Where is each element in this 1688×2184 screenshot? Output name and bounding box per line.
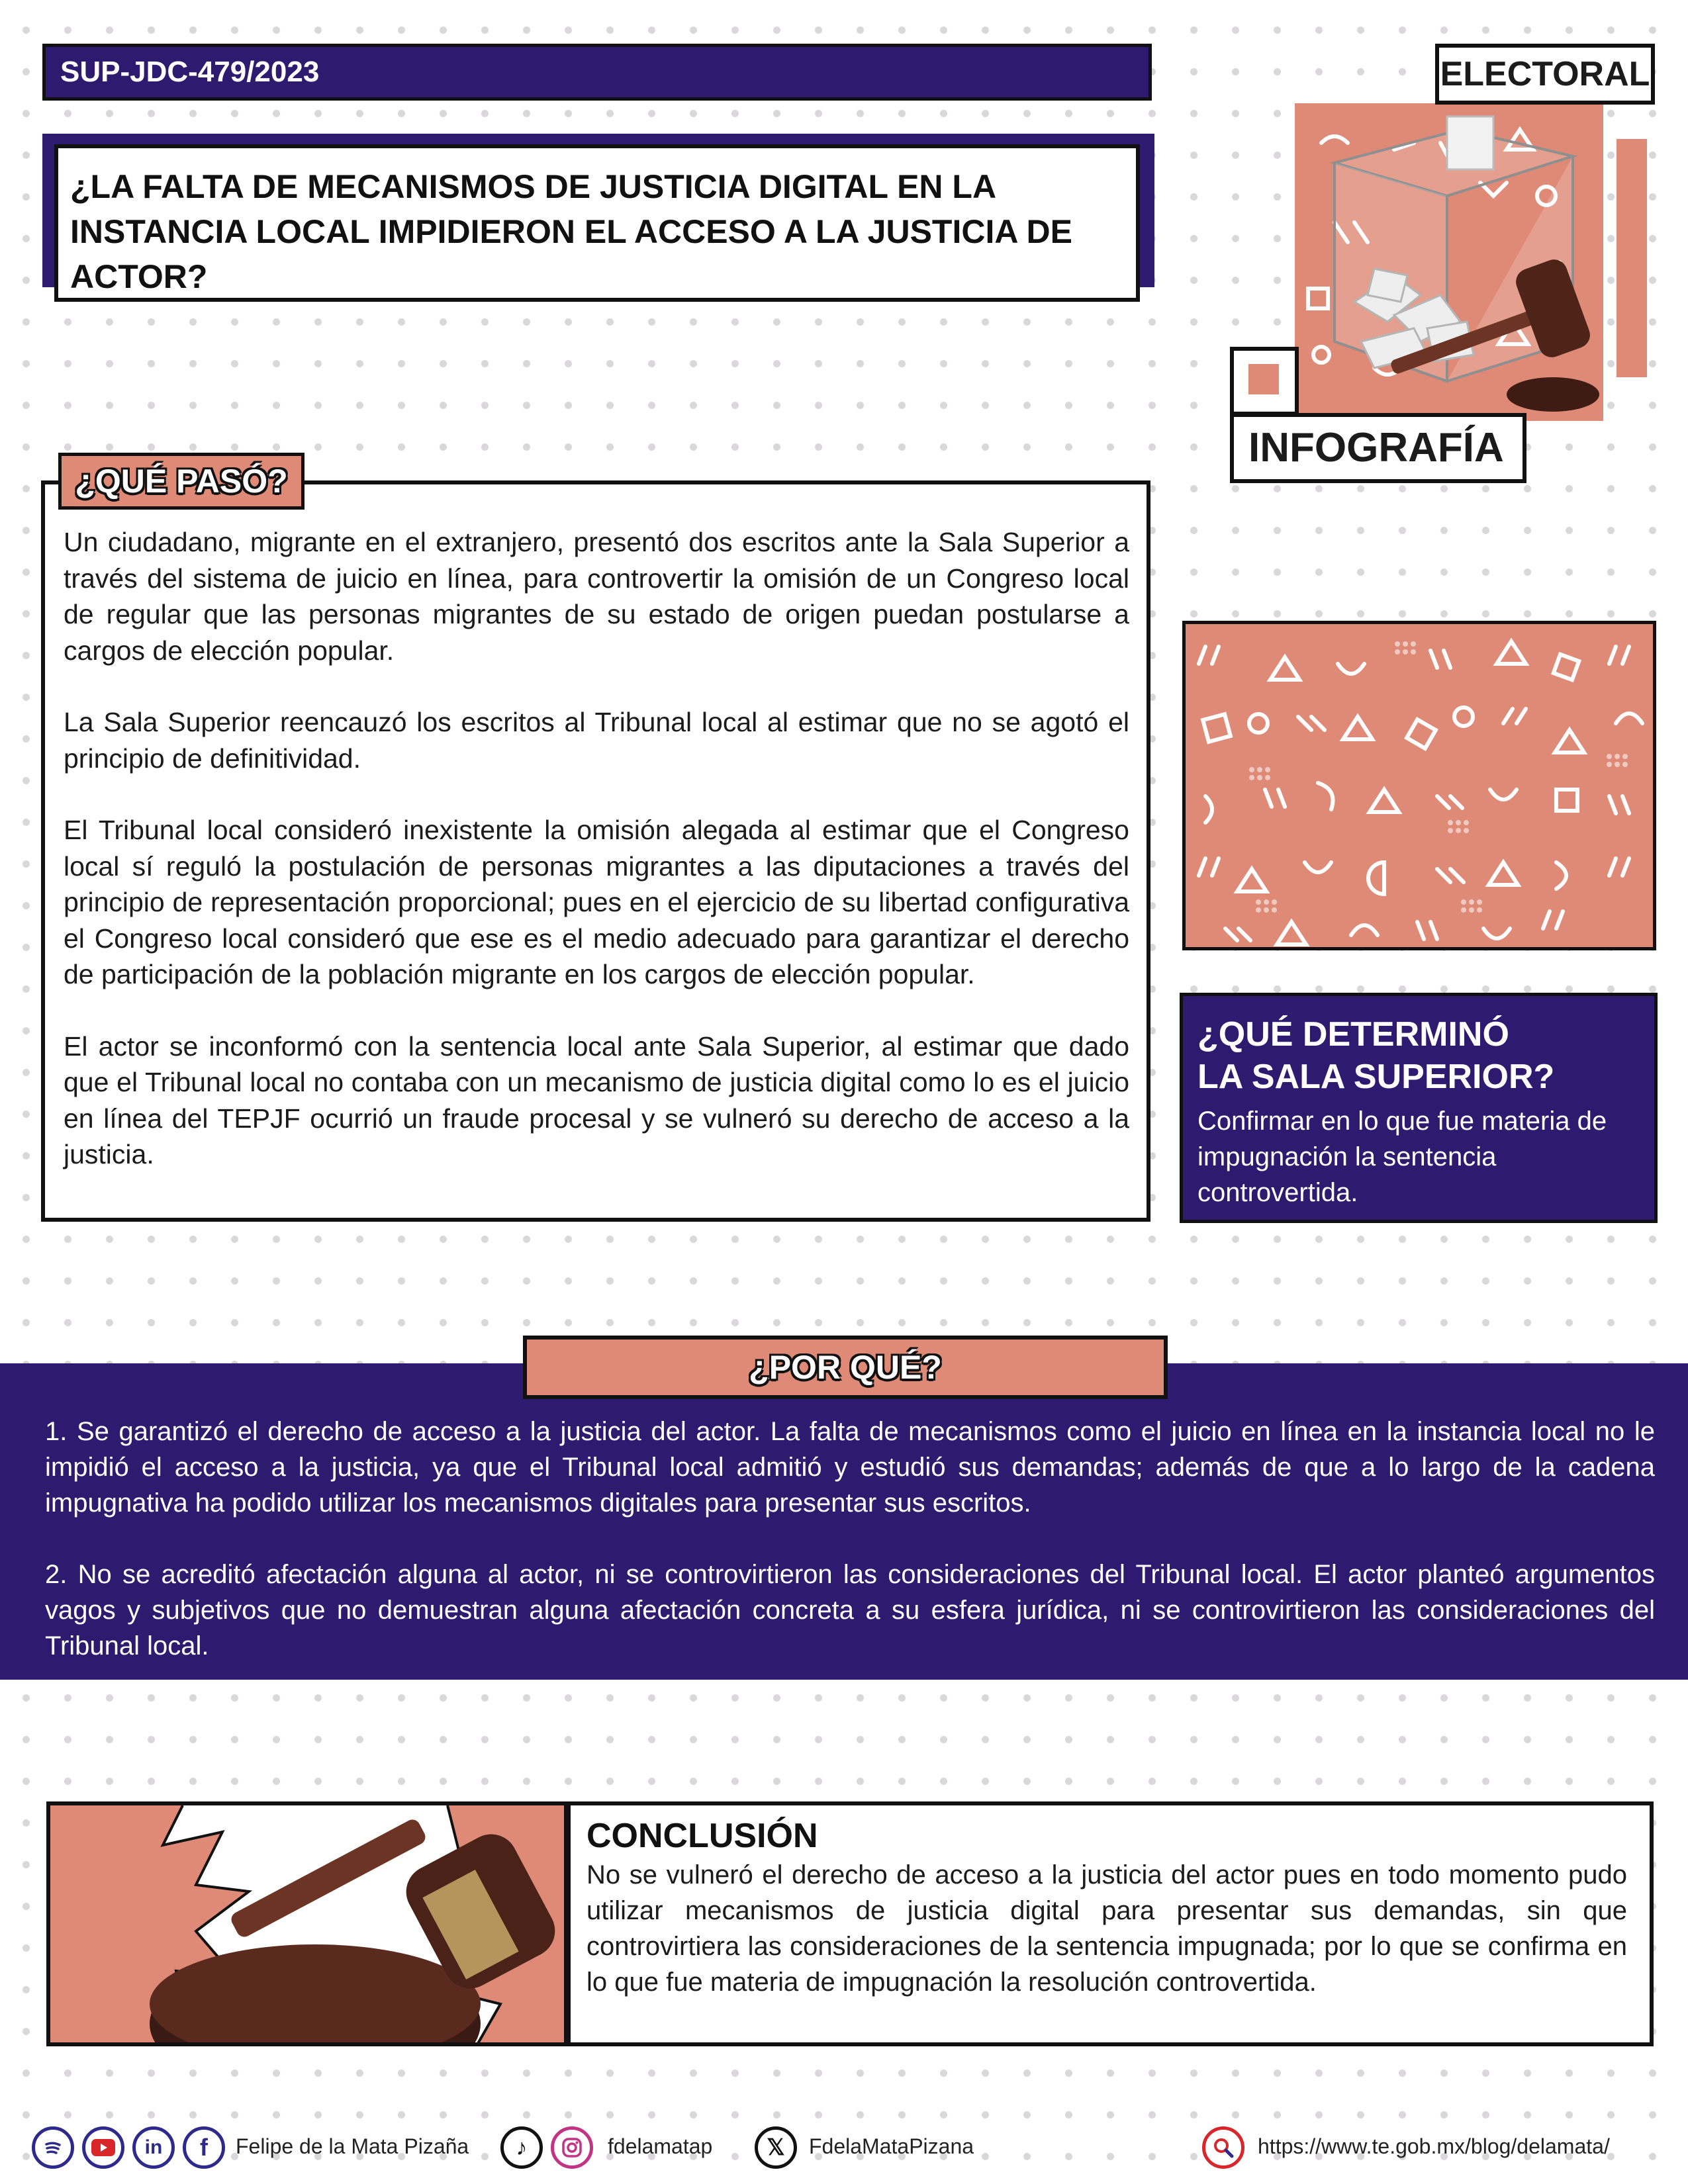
- facebook-icon[interactable]: f: [183, 2126, 225, 2169]
- case-number: SUP-JDC-479/2023: [60, 56, 320, 88]
- que-paso-paragraph-3: El Tribunal local consideró inexistente la omisión alegada al estimar que el Congreso local sí reguló la postulación de personas migrantes a las diputaciones a través del principio de representación proporcional; pues en el ejercicio de su libertad configurativa el Congreso local consideró que ese es el medio adecuado para garantizar el derecho de participación de la población migrante en los cargos de elección popular.: [64, 815, 1129, 989]
- reasons-title-text: ¿POR QUÉ?: [749, 1349, 942, 1386]
- determination-title-line-1: ¿QUÉ DETERMINÓ: [1197, 1015, 1509, 1054]
- main-question: ¿LA FALTA DE MECANISMOS DE JUSTICIA DIGITAL EN LA INSTANCIA LOCAL IMPIDIERON EL ACCESO A LA JUSTICIA DE ACTOR?: [70, 168, 1072, 295]
- reasons-section: [0, 1363, 1688, 1680]
- reason-2: 2. No se acreditó afectación alguna al actor, ni se controvirtieron las consideraciones del Tribunal local. El actor planteó argumentos vagos y subjetivos que no demuestran alguna afectación concreta a su esfera jurídica, ni se controvirtieron las consideraciones del Tribunal local.: [45, 1560, 1655, 1661]
- que-paso-title-text: ¿QUÉ PASÓ?: [75, 463, 288, 500]
- que-paso-title: [58, 453, 305, 510]
- que-paso-paragraph-4: El actor se inconformó con la sentencia local ante Sala Superior, al estimar que dado que el Tribunal local no contaba con un mecanismo de justicia digital como lo es el juicio en línea del TEPJF ocurrió un fraude procesal y se vulneró su derecho de acceso a la justicia.: [64, 1030, 1129, 1169]
- decorative-square: [1248, 364, 1279, 394]
- conclusion-title: CONCLUSIÓN: [586, 1817, 818, 1855]
- determination-text: Confirmar en lo que fue materia de impugnación la sentencia controvertida.: [1197, 1107, 1607, 1207]
- determination-section: [1180, 993, 1658, 1223]
- gavel-illustration: [46, 1801, 568, 2046]
- category-label: [1435, 44, 1655, 105]
- type-label-text: INFOGRAFÍA: [1248, 425, 1504, 471]
- instagram-icon[interactable]: [551, 2126, 593, 2169]
- footer-x-handle: FdelaMataPizana: [809, 2134, 974, 2158]
- category-text: ELECTORAL: [1440, 55, 1650, 93]
- decorative-bar: [1617, 139, 1647, 377]
- reason-1: 1. Se garantizó el derecho de acceso a la justicia del actor. La falta de mecanismos como el juicio en línea en la instancia local no le impidió el acceso a la justicia, ya que el Tribunal local admitió y estudió sus demandas; además de que a lo largo de la cadena impugnativa ha podido utilizar los mecanismos digitales para presentar sus escritos.: [45, 1417, 1655, 1518]
- footer-url[interactable]: https://www.te.gob.mx/blog/delamata/: [1258, 2134, 1610, 2158]
- search-icon[interactable]: [1202, 2126, 1244, 2169]
- footer: [0, 2121, 1688, 2174]
- tiktok-icon[interactable]: ♪: [500, 2126, 543, 2169]
- footer-name: Felipe de la Mata Pizaña: [236, 2134, 469, 2158]
- decorative-pattern: [1182, 621, 1656, 950]
- spotify-icon[interactable]: [32, 2126, 74, 2169]
- type-label: [1230, 413, 1526, 483]
- que-paso-section: [41, 480, 1150, 1222]
- que-paso-paragraph-2: La Sala Superior reencauzó los escritos al Tribunal local al estimar que no se agotó el principio de definitividad.: [64, 707, 1129, 774]
- x-icon[interactable]: 𝕏: [755, 2126, 797, 2169]
- conclusion-text: No se vulneró el derecho de acceso a la justicia del actor pues en todo momento pudo utilizar mecanismos de justicia digital para presentar sus demandas, sin que controvirtiera las consideraciones de la sentencia impugnada; por lo que se confirma en lo que fue materia de impugnación la resolución controvertida.: [586, 1860, 1627, 1997]
- question-box: [54, 144, 1140, 302]
- linkedin-icon[interactable]: in: [132, 2126, 175, 2169]
- que-paso-paragraph-1: Un ciudadano, migrante en el extranjero, presentó dos escritos ante la Sala Superior a través del sistema de juicio en línea, para controvertir la omisión de un Congreso local de regular que las personas migrantes de su estado de origen puedan postularse a cargos de elección popular.: [64, 527, 1129, 666]
- youtube-icon[interactable]: [82, 2126, 124, 2169]
- determination-title-line-2: LA SALA SUPERIOR?: [1197, 1058, 1555, 1096]
- case-number-tag: [42, 44, 1152, 101]
- reasons-title: [523, 1336, 1168, 1399]
- determination-title: [1197, 1013, 1640, 1098]
- ballot-box-illustration: [1295, 103, 1603, 421]
- footer-handle: fdelamatap: [608, 2134, 713, 2158]
- conclusion-section: [567, 1801, 1654, 2046]
